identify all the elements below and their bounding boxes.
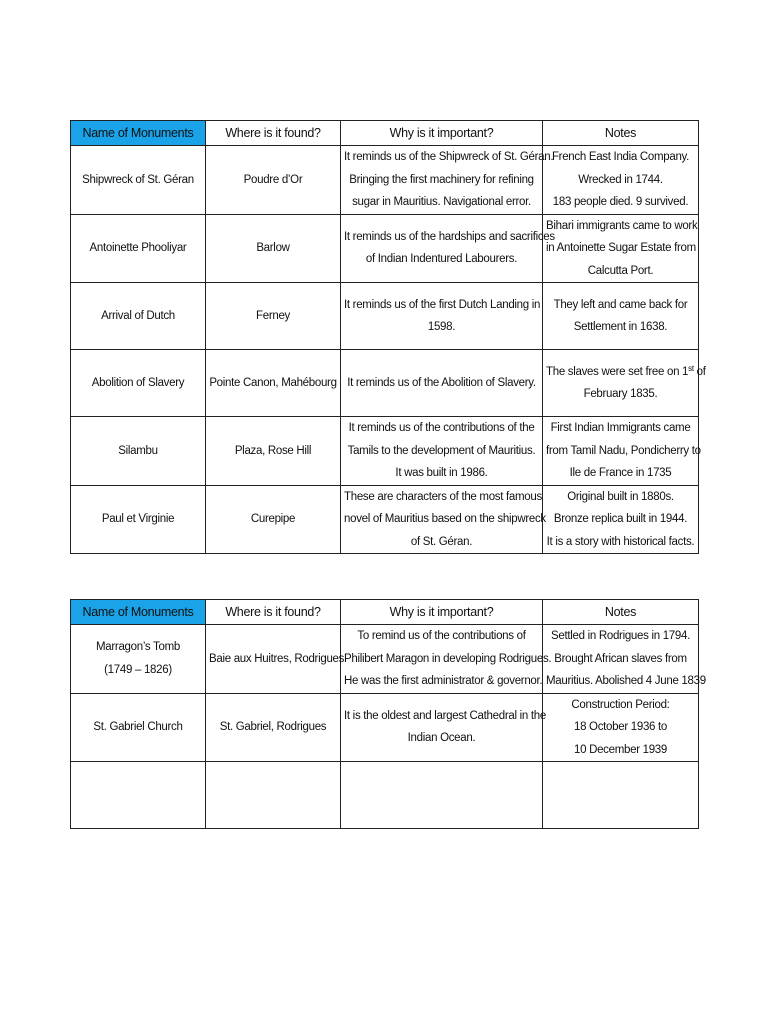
cell-line: (1749 – 1826)	[104, 663, 172, 676]
cell-line: Poudre d’Or	[243, 173, 303, 186]
cell-line: Barlow	[256, 242, 290, 254]
location-cell	[206, 214, 341, 283]
header-why-important: Why is it important?	[341, 121, 543, 146]
notes-cell	[543, 146, 699, 215]
cell-line: Mauritius. Abolished 4 June 1839	[546, 675, 706, 687]
cell-line: 183 people died. 9 survived.	[552, 196, 689, 208]
cell-line: Tamils to the development of Mauritius.	[347, 444, 536, 457]
cell-line: Silambu	[118, 444, 158, 457]
cell-line: It reminds us of the Abolition of Slavery.	[347, 376, 536, 389]
notes-cell	[543, 693, 699, 762]
cell-line: It reminds us of the hardships and sacrifices	[344, 230, 555, 243]
cell-line: Arrival of Dutch	[101, 309, 175, 322]
monuments-table-1	[70, 120, 706, 554]
table-row	[71, 693, 699, 762]
cell-line: Ile de France in 1735	[569, 467, 672, 479]
cell-line: It is the oldest and largest Cathedral in the	[344, 709, 546, 722]
cell-line	[546, 361, 706, 384]
header-name-of-monuments: Name of Monuments	[71, 121, 206, 146]
cell-line: in Antoinette Sugar Estate from	[546, 242, 696, 254]
location-cell	[206, 762, 341, 829]
monument-name-cell	[71, 485, 206, 554]
notes-text: of	[693, 365, 706, 378]
cell-line: Ferney	[256, 309, 290, 322]
cell-line: 10 December 1939	[573, 743, 667, 756]
cell-line: St. Gabriel Church	[93, 721, 183, 733]
cell-line: from Tamil Nadu, Pondicherry to	[546, 444, 701, 457]
cell-line: Philibert Maragon in developing Rodrigues.	[344, 652, 552, 665]
importance-cell	[341, 693, 546, 762]
table-header-row	[71, 600, 699, 625]
cell-line: To remind us of the contributions of	[357, 630, 526, 642]
monuments-table-2	[70, 599, 706, 829]
importance-cell	[341, 762, 543, 829]
notes-cell	[543, 417, 699, 486]
cell-line: These are characters of the most famous	[344, 490, 542, 503]
cell-line: Bihari immigrants came to work	[546, 219, 698, 232]
cell-line: Plaza, Rose Hill	[234, 444, 312, 457]
location-cell	[206, 417, 341, 486]
cell-line: February 1835.	[583, 388, 658, 400]
header-notes: Notes	[543, 600, 699, 625]
table-row	[71, 417, 699, 486]
cell-line: Brought African slaves from	[554, 652, 687, 665]
importance-cell	[341, 283, 543, 350]
cell-line: of St. Géran.	[410, 535, 473, 548]
header-why-important: Why is it important?	[341, 600, 543, 625]
cell-line: novel of Mauritius based on the shipwreck	[344, 513, 546, 525]
header-notes: Notes	[543, 121, 699, 146]
cell-line: Antoinette Phooliyar	[89, 242, 187, 254]
table-row	[71, 625, 699, 694]
table-row-empty	[71, 762, 699, 829]
notes-text: The slaves were set free on 1	[546, 365, 689, 378]
cell-line: Baie aux Huitres, Rodrigues	[209, 652, 345, 665]
cell-line: Settlement in 1638.	[573, 321, 668, 333]
cell-line: Marragon’s Tomb	[96, 641, 180, 654]
location-cell	[206, 146, 341, 215]
notes-cell	[543, 625, 706, 694]
cell-line: Original built in 1880s.	[567, 490, 674, 503]
table-row	[71, 214, 699, 283]
header-where-found: Where is it found?	[206, 600, 341, 625]
header-name-of-monuments: Name of Monuments	[71, 600, 206, 625]
importance-cell	[341, 350, 543, 417]
cell-line: It reminds us of the first Dutch Landing in	[344, 298, 541, 311]
location-cell	[206, 625, 345, 694]
cell-line: It is a story with historical facts.	[546, 535, 695, 548]
cell-line: Bringing the first machinery for refining	[349, 173, 534, 186]
location-cell	[206, 283, 341, 350]
cell-line: 1598.	[427, 321, 456, 333]
cell-line: First Indian Immigrants came	[550, 422, 691, 434]
cell-line: It reminds us of the contributions of the	[348, 422, 535, 434]
cell-line: St. Gabriel, Rodrigues	[219, 721, 327, 733]
monument-name-cell	[71, 283, 206, 350]
ordinal-suffix: st	[688, 363, 694, 373]
importance-cell	[341, 146, 554, 215]
notes-cell	[543, 214, 699, 283]
cell-line: Calcutta Port.	[587, 264, 654, 277]
table-header-row	[71, 121, 699, 146]
table-row	[71, 485, 699, 554]
cell-line: They left and came back for	[553, 298, 688, 311]
location-cell	[206, 693, 341, 762]
notes-cell	[543, 485, 699, 554]
table-row	[71, 350, 699, 417]
cell-line: 18 October 1936 to	[573, 721, 668, 733]
cell-line: It reminds us of the Shipwreck of St. Géran.	[344, 151, 554, 163]
cell-line: Construction Period:	[571, 698, 670, 711]
header-where-found: Where is it found?	[206, 121, 341, 146]
cell-line: Curepipe	[250, 513, 296, 525]
importance-cell	[341, 625, 552, 694]
notes-cell	[543, 283, 699, 350]
importance-cell	[341, 214, 555, 283]
cell-line: Wrecked in 1744.	[578, 173, 663, 186]
notes-cell	[543, 350, 706, 417]
monument-name-cell	[71, 350, 206, 417]
monument-name-cell	[71, 417, 206, 486]
notes-cell	[543, 762, 699, 829]
cell-line: French East India Company.	[551, 151, 690, 163]
location-cell	[206, 350, 341, 417]
monument-name-cell	[71, 625, 206, 694]
cell-line: It was built in 1986.	[395, 467, 488, 479]
table-row	[71, 146, 699, 215]
cell-line: of Indian Indentured Labourers.	[365, 253, 518, 266]
cell-line: Pointe Canon, Mahébourg	[209, 376, 337, 389]
monument-name-cell	[71, 693, 206, 762]
cell-line: Paul et Virginie	[101, 513, 175, 525]
cell-line: Bronze replica built in 1944.	[553, 513, 688, 525]
location-cell	[206, 485, 341, 554]
cell-line: Shipwreck of St. Géran	[82, 173, 194, 186]
cell-line: sugar in Mauritius. Navigational error.	[352, 196, 531, 208]
cell-line: Indian Ocean.	[407, 732, 476, 745]
monument-name-cell	[71, 214, 206, 283]
cell-line: Settled in Rodrigues in 1794.	[551, 630, 690, 642]
cell-line: He was the first administrator & governor.	[344, 675, 543, 687]
importance-cell	[341, 417, 543, 486]
cell-line: Abolition of Slavery	[91, 376, 185, 389]
table-row	[71, 283, 699, 350]
monument-name-cell	[71, 146, 206, 215]
monument-name-cell	[71, 762, 206, 829]
importance-cell	[341, 485, 546, 554]
